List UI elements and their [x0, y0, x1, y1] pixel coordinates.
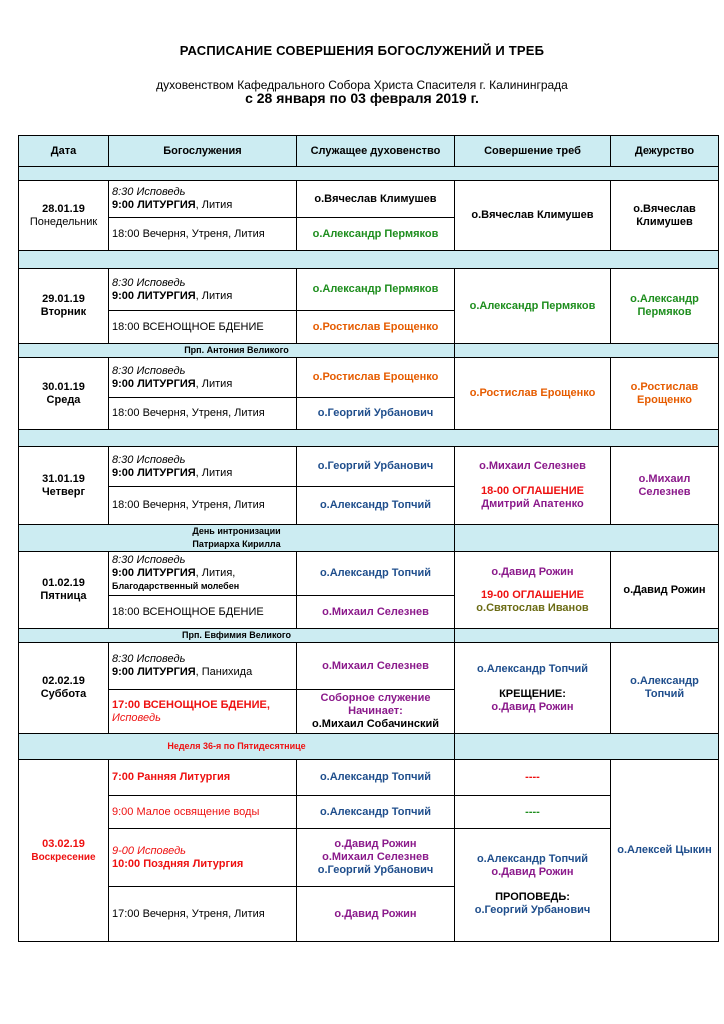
- liturgy-extra: , Лития: [195, 289, 233, 302]
- confession-time: 8:30 Исповедь: [112, 186, 186, 198]
- feast-filler: [455, 344, 719, 358]
- clergy-cell: о.Михаил Селезнев: [297, 643, 455, 690]
- liturgy-extra: , Лития: [195, 377, 233, 390]
- confession-time: 8:30 Исповедь: [112, 364, 186, 377]
- date-cell: [19, 269, 109, 344]
- clergy-name: о.Михаил Селезнев: [322, 851, 429, 863]
- service-cell: [109, 690, 297, 734]
- schedule-table: [18, 135, 719, 942]
- service-cell: [109, 447, 297, 487]
- spacer-row: [19, 251, 719, 269]
- clergy-cell: о.Давид Рожин: [297, 887, 455, 942]
- feast-row: [19, 525, 719, 552]
- liturgy-extra: , Лития,: [195, 567, 236, 579]
- service-cell: 7:00 Ранняя Литургия: [109, 760, 297, 796]
- day-row: [19, 181, 719, 218]
- header-row: [19, 136, 719, 167]
- date-cell: [19, 358, 109, 430]
- clergy-cell: [297, 829, 455, 887]
- service-cell: 18:00 ВСЕНОЩНОЕ БДЕНИЕ: [109, 596, 297, 629]
- rites-priest: о.Александр Топчий: [476, 662, 589, 675]
- liturgy-label: 9:00 ЛИТУРГИЯ: [112, 466, 196, 479]
- feast-line: Патриарха Кирилла: [192, 539, 281, 549]
- duty-cell: о.Александр Топчий: [611, 643, 719, 734]
- rites-catechist: о.Святослав Иванов: [476, 601, 589, 614]
- clergy-cell: о.Михаил Селезнев: [297, 596, 455, 629]
- day-row: [19, 358, 719, 398]
- rites-cell: [455, 643, 611, 734]
- col-rites: Совершение треб: [455, 136, 611, 167]
- document-subtitle: духовенством Кафедрального Собора Христа Спасителя г. Калининграда: [156, 78, 568, 92]
- service-cell: [109, 269, 297, 311]
- clergy-name: о.Георгий Урбанович: [317, 864, 434, 876]
- service-cell: 18:00 Вечерня, Утреня, Лития: [109, 398, 297, 430]
- duty-cell: о.Михаил Селезнев: [611, 447, 719, 525]
- clergy-cell: о.Александр Пермяков: [297, 269, 455, 311]
- clergy-cell: о.Александр Топчий: [297, 487, 455, 525]
- confession-time: 8:30 Исповедь: [112, 554, 186, 566]
- clergy-cell: [297, 690, 455, 734]
- day-row: [19, 552, 719, 596]
- date-cell: [19, 643, 109, 734]
- spacer-row: [19, 430, 719, 447]
- liturgy-extra: , Лития: [195, 199, 233, 211]
- day-weekday: Вторник: [40, 306, 87, 318]
- service-cell: 17:00 Вечерня, Утреня, Лития: [109, 887, 297, 942]
- confession-time: 8:30 Исповедь: [112, 276, 186, 289]
- col-services: Богослужения: [109, 136, 297, 167]
- feast-row: [19, 734, 719, 760]
- service-cell: [109, 829, 297, 887]
- clergy-cell: о.Вячеслав Климушев: [297, 181, 455, 218]
- feast-label: Прп. Евфимия Великого: [19, 629, 455, 643]
- clergy-name: о.Давид Рожин: [334, 838, 417, 850]
- day-date: 02.02.19: [42, 675, 85, 687]
- moleben-label: Благодарственный молебен: [112, 581, 240, 591]
- feast-label: Прп. Антония Великого: [19, 344, 455, 358]
- service-cell: [109, 643, 297, 690]
- sermon-label: ПРОПОВЕДЬ:: [495, 891, 570, 903]
- liturgy-extra: , Панихида: [195, 666, 253, 678]
- clergy-cell: о.Александр Пермяков: [297, 218, 455, 251]
- rites-catechist: Дмитрий Апатенко: [481, 498, 584, 510]
- service-cell: [109, 181, 297, 218]
- service-cell: [109, 552, 297, 596]
- rites-catechism: 18-00 ОГЛАШЕНИЕ: [481, 485, 584, 497]
- feast-filler: [455, 734, 719, 760]
- duty-cell: о.Ростислав Ерощенко: [611, 358, 719, 430]
- day-date: 29.01.19: [42, 293, 85, 305]
- rites-cell: о.Вячеслав Климушев: [455, 181, 611, 251]
- day-date: 01.02.19: [42, 577, 85, 589]
- feast-filler: [455, 525, 719, 552]
- day-weekday: Пятница: [40, 590, 87, 602]
- duty-cell: о.Давид Рожин: [611, 552, 719, 629]
- rites-priest: о.Давид Рожин: [491, 866, 574, 878]
- service-cell: 18:00 Вечерня, Утреня, Лития: [109, 487, 297, 525]
- confession-label: Исповедь: [112, 711, 161, 724]
- clergy-cell: о.Георгий Урбанович: [297, 398, 455, 430]
- feast-filler: [455, 629, 719, 643]
- service-cell: 18:00 ВСЕНОЩНОЕ БДЕНИЕ: [109, 311, 297, 344]
- confession-time: 8:30 Исповедь: [112, 653, 186, 665]
- day-weekday: Суббота: [40, 688, 87, 700]
- duty-cell: о.Алексей Цыкин: [611, 760, 719, 942]
- day-weekday: Четверг: [41, 485, 86, 498]
- rites-priest: о.Михаил Селезнев: [479, 460, 586, 472]
- rites-cell: ----: [455, 796, 611, 829]
- sermon-priest: о.Георгий Урбанович: [474, 904, 591, 916]
- rites-cell: [455, 829, 611, 942]
- spacer-row: [19, 167, 719, 181]
- date-cell: [19, 447, 109, 525]
- day-date: 28.01.19: [42, 202, 85, 215]
- clergy-name: о.Михаил Собачинский: [312, 718, 439, 730]
- document-title: РАСПИСАНИЕ СОВЕРШЕНИЯ БОГОСЛУЖЕНИЙ И ТРЕБ: [179, 43, 545, 58]
- rites-cell: [455, 552, 611, 629]
- date-cell: [19, 552, 109, 629]
- rites-priest: о.Александр Топчий: [476, 853, 589, 865]
- feast-label: [19, 525, 455, 552]
- late-liturgy-label: 10:00 Поздняя Литургия: [112, 857, 244, 870]
- rites-priest: о.Давид Рожин: [491, 565, 574, 578]
- day-weekday: Воскресение: [31, 851, 96, 863]
- clergy-cell: о.Ростислав Ерощенко: [297, 311, 455, 344]
- feast-row: [19, 629, 719, 643]
- clergy-cell: о.Ростислав Ерощенко: [297, 358, 455, 398]
- service-cell: 18:00 Вечерня, Утреня, Лития: [109, 218, 297, 251]
- duty-cell: о.Александр Пермяков: [611, 269, 719, 344]
- date-cell: [19, 760, 109, 942]
- rites-cell: о.Александр Пермяков: [455, 269, 611, 344]
- col-date: Дата: [19, 136, 109, 167]
- liturgy-label: 9:00 ЛИТУРГИЯ: [112, 567, 196, 579]
- day-weekday: Среда: [46, 393, 81, 406]
- rites-cell: ----: [455, 760, 611, 796]
- clergy-note: Начинает:: [348, 705, 403, 717]
- day-date: 30.01.19: [42, 380, 85, 393]
- baptism-priest: о.Давид Рожин: [491, 700, 574, 713]
- date-range: с 28 января по 03 февраля 2019 г.: [245, 90, 479, 106]
- liturgy-label: 9:00 ЛИТУРГИЯ: [112, 666, 196, 678]
- day-date: 31.01.19: [42, 472, 85, 485]
- day-date: 03.02.19: [42, 837, 85, 850]
- liturgy-label: 9:00 ЛИТУРГИЯ: [112, 377, 196, 390]
- date-cell: [19, 181, 109, 251]
- clergy-cell: о.Александр Топчий: [297, 796, 455, 829]
- day-row: [19, 447, 719, 487]
- feast-row: [19, 344, 719, 358]
- liturgy-label: 9:00 ЛИТУРГИЯ: [112, 289, 196, 302]
- day-row: [19, 760, 719, 796]
- liturgy-extra: , Лития: [195, 466, 233, 479]
- feast-label: Неделя 36-я по Пятидесятнице: [19, 734, 455, 760]
- clergy-cell: о.Георгий Урбанович: [297, 447, 455, 487]
- clergy-note: Соборное служение: [320, 692, 431, 704]
- col-clergy: Служащее духовенство: [297, 136, 455, 167]
- day-row: [19, 269, 719, 311]
- clergy-cell: о.Александр Топчий: [297, 760, 455, 796]
- rites-cell: [455, 447, 611, 525]
- vigil-label: 17:00 ВСЕНОЩНОЕ БДЕНИЕ,: [112, 698, 270, 711]
- duty-cell: о.Вячеслав Климушев: [611, 181, 719, 251]
- rites-catechism: 19-00 ОГЛАШЕНИЕ: [481, 588, 584, 601]
- col-duty: Дежурство: [611, 136, 719, 167]
- rites-cell: о.Ростислав Ерощенко: [455, 358, 611, 430]
- feast-line: День интронизации: [192, 526, 281, 536]
- clergy-cell: о.Александр Топчий: [297, 552, 455, 596]
- confession-time: 8:30 Исповедь: [112, 453, 186, 466]
- baptism-label: КРЕЩЕНИЕ:: [499, 687, 566, 700]
- service-cell: 9:00 Малое освящение воды: [109, 796, 297, 829]
- liturgy-label: 9:00 ЛИТУРГИЯ: [112, 199, 196, 211]
- service-cell: [109, 358, 297, 398]
- day-row: [19, 643, 719, 690]
- confession-time: 9-00 Исповедь: [112, 844, 186, 857]
- day-weekday: Понедельник: [29, 215, 98, 228]
